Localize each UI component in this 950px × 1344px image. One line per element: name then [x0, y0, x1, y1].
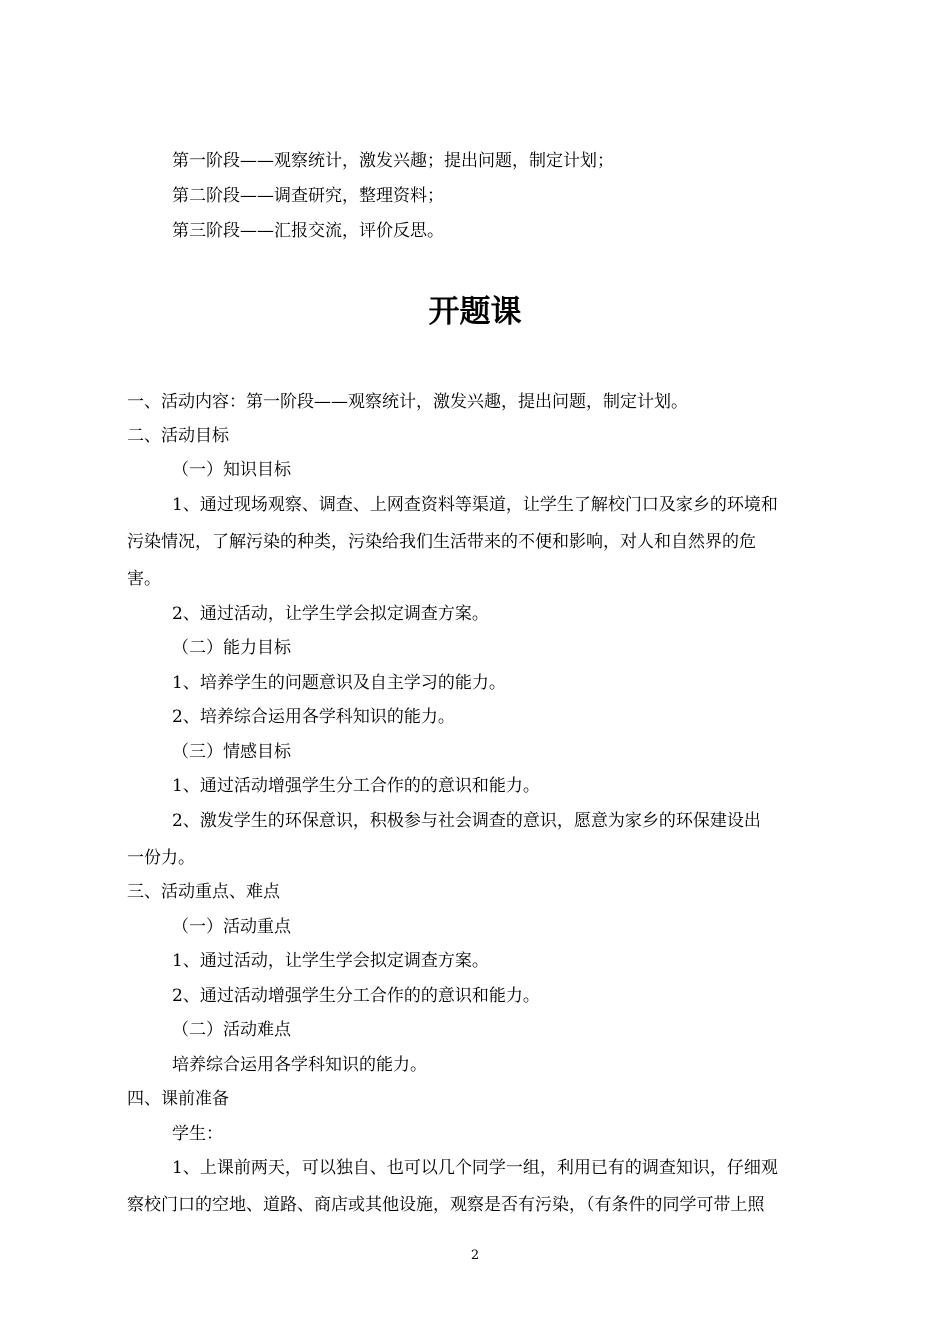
paragraph-line: 1、上课前两天，可以独自、也可以几个同学一组，利用已有的调查知识，仔细观: [172, 1158, 778, 1178]
paragraph-line: 污染情况，了解污染的种类，污染给我们生活带来的不便和影响，对人和自然界的危: [127, 532, 756, 552]
paragraph-line: 一份力。: [127, 848, 195, 868]
paragraph-line: 2、培养综合运用各学科知识的能力。: [172, 707, 455, 727]
section-heading: 三、活动重点、难点: [127, 882, 280, 902]
subsection-heading: （二）活动难点: [172, 1020, 291, 1040]
paragraph-line: 害。: [127, 569, 161, 589]
document-title: 开题课: [428, 294, 522, 330]
paragraph-line: 学生：: [172, 1124, 223, 1144]
section-heading: 四、课前准备: [127, 1089, 229, 1109]
stage-line-3: 第三阶段——汇报交流，评价反思。: [172, 221, 444, 241]
page-number: 2: [470, 1248, 480, 1263]
subsection-heading: （二）能力目标: [172, 638, 291, 658]
paragraph-line: 2、通过活动，让学生学会拟定调查方案。: [172, 604, 489, 624]
subsection-heading: （一）知识目标: [172, 460, 291, 480]
paragraph-line: 察校门口的空地、道路、商店或其他设施，观察是否有污染，（有条件的同学可带上照: [127, 1195, 765, 1215]
section-heading: 一、活动内容：第一阶段——观察统计，激发兴趣，提出问题，制定计划。: [127, 392, 688, 412]
paragraph-line: 1、通过活动增强学生分工合作的的意识和能力。: [172, 776, 540, 796]
stage-line-1: 第一阶段——观察统计，激发兴趣；提出问题，制定计划；: [172, 151, 614, 171]
paragraph-line: 1、通过现场观察、调查、上网查资料等渠道，让学生了解校门口及家乡的环境和: [172, 495, 778, 515]
paragraph-line: 2、通过活动增强学生分工合作的的意识和能力。: [172, 986, 540, 1006]
paragraph-line: 2、激发学生的环保意识，积极参与社会调查的意识，愿意为家乡的环保建设出: [172, 811, 761, 831]
paragraph-line: 培养综合运用各学科知识的能力。: [172, 1055, 427, 1075]
paragraph-line: 1、培养学生的问题意识及自主学习的能力。: [172, 673, 506, 693]
section-heading: 二、活动目标: [127, 426, 229, 446]
subsection-heading: （三）情感目标: [172, 742, 291, 762]
paragraph-line: 1、通过活动，让学生学会拟定调查方案。: [172, 951, 489, 971]
subsection-heading: （一）活动重点: [172, 917, 291, 937]
stage-line-2: 第二阶段——调查研究，整理资料；: [172, 186, 444, 206]
